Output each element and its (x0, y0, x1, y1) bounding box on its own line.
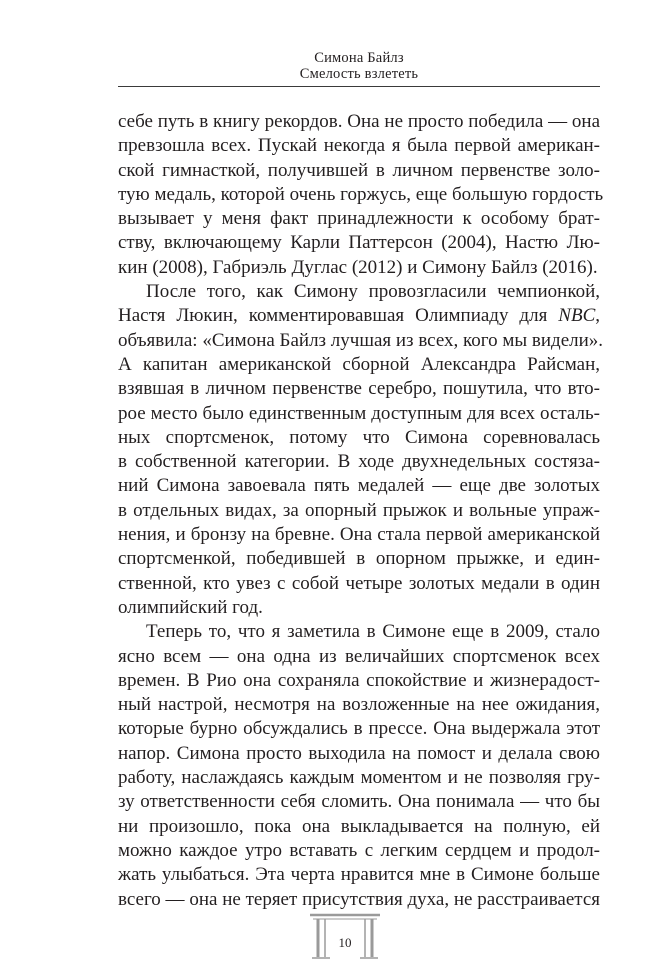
header-book-title: Смелость взлететь (299, 66, 419, 82)
text-line: спортсменкой, победившей в опорном прыжке, и един- (118, 548, 600, 570)
header-divider (118, 86, 600, 87)
text-line: ний Симона завоевала пять медалей — еще две золотых (118, 475, 600, 497)
text-line: можно каждое утро вставать с легким сердцем и продол- (118, 839, 600, 861)
text-line: взявшая в личном первенстве серебро, пошутила, что вто- (118, 378, 600, 400)
text-line: ни произошло, пока она выкладывается на полную, ей (118, 815, 600, 837)
text-line: в отдельных видах, за опорный прыжок и вольные упраж- (118, 499, 600, 521)
paragraph-first-line: После того, как Симону провозгласили чемпионкой, (146, 281, 600, 303)
text-line: ный настрой, несмотря на возложенные на нее ожидания, (118, 694, 600, 716)
text-line: зу ответственности себя сломить. Она понимала — что бы (118, 791, 600, 813)
text-line: ясно всем — она одна из величайших спортсменок всех (118, 645, 600, 667)
text-line: времен. В Рио она сохраняла спокойствие и жизнерадост- (118, 669, 600, 691)
text-line: ных спортсменок, потому что Симона соревновалась (118, 426, 600, 448)
header-author: Симона Байлз (314, 50, 404, 66)
page-number: 10 (338, 935, 352, 950)
text-line: Настя Люкин, комментировавшая Олимпиаду для NBC, (118, 305, 600, 327)
text-line: всего — она не теряет присутствия духа, не расстраивается (118, 888, 600, 910)
text-line: ственной, кто увез с собой четыре золотых медали в один (118, 572, 600, 594)
text-line: А капитан американской сборной Александра Райсман, (118, 353, 600, 375)
text-line: в собственной категории. В ходе двухнедельных состяза- (118, 451, 600, 473)
text-line: тую медаль, которой очень горжусь, еще большую гордость (118, 183, 604, 205)
body-text (118, 110, 604, 912)
text-line: превзошла всех. Пускай некогда я была первой американ- (118, 135, 600, 157)
text-line: ству, включающему Карли Паттерсон (2004), Настю Лю- (118, 232, 600, 254)
text-line: работу, наслаждаясь каждым моментом и не позволяя гру- (118, 767, 600, 789)
text-line: олимпийский год. (118, 596, 263, 618)
text-line: кин (2008), Габриэль Дуглас (2012) и Симону Байлз (2016). (118, 256, 598, 278)
text-line: себе путь в книгу рекордов. Она не просто победила — она (118, 111, 600, 132)
text-line: напор. Симона просто выходила на помост и делала свою (118, 742, 600, 764)
text-line: жать улыбаться. Эта черта нравится мне в Симоне больше (118, 864, 600, 886)
text-line: вызывает у меня факт принадлежности к особому брат- (118, 208, 600, 230)
text-line: рое место было единственным доступным для всех осталь- (118, 402, 600, 424)
text-line: объявила: «Симона Байлз лучшая из всех, кого мы видели». (118, 329, 604, 351)
text-line: которые бурно обсуждались в прессе. Она выдержала этот (118, 718, 600, 740)
paragraph-first-line: Теперь то, что я заметила в Симоне еще в 2009, стало (146, 621, 600, 643)
running-header (118, 50, 600, 82)
broadcaster-name: NBC (558, 305, 596, 327)
text-line: ской гимнасткой, получившей в личном первенстве золо- (118, 159, 600, 181)
text-line: нения, и бронзу на бревне. Она стала первой американской (118, 524, 600, 546)
